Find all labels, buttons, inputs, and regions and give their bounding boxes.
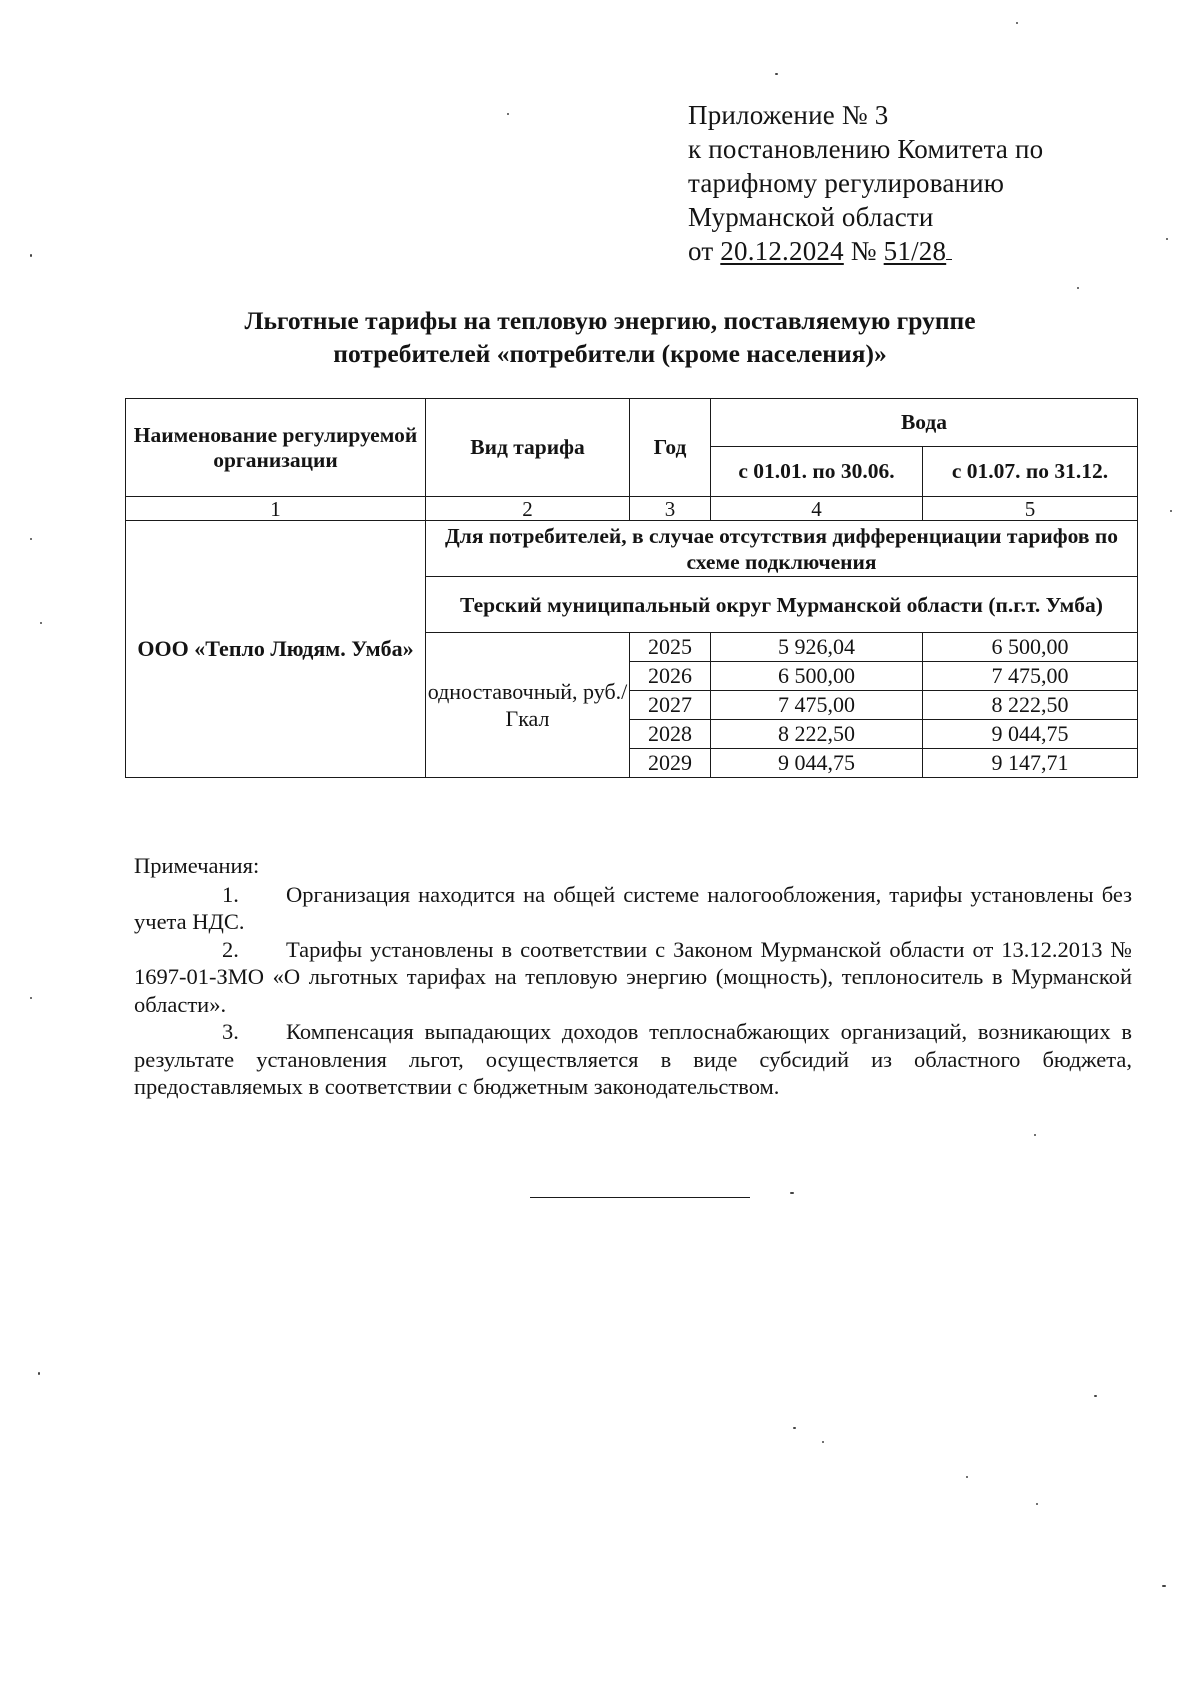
scan-speck [1034, 1134, 1036, 1136]
cell-period-1: 6 500,00 [711, 662, 923, 691]
note-item-2 [134, 936, 1132, 1019]
appendix-line-1: Приложение № 3 [688, 100, 889, 130]
document-title [150, 304, 1070, 370]
title-line-1: Льготные тарифы на тепловую энергию, поставляемую группе [244, 306, 976, 335]
appendix-line-2: к постановлению Комитета по [688, 134, 1044, 164]
scan-speck [30, 538, 32, 540]
notes-section [134, 852, 1132, 1101]
scan-speck [1036, 1503, 1038, 1505]
cell-year: 2029 [630, 749, 711, 778]
group-consumers: Для потребителей, в случае отсутствия дифференциации тарифов по схеме подключения [426, 521, 1138, 577]
cell-year: 2026 [630, 662, 711, 691]
underline-tail [946, 237, 952, 260]
tariff-kind: одноставочный, руб./Гкал [426, 633, 630, 778]
scan-speck [1077, 287, 1079, 289]
end-separator-line [530, 1197, 750, 1198]
scan-speck [793, 1427, 796, 1429]
cell-period-1: 8 222,50 [711, 720, 923, 749]
note-item-3 [134, 1018, 1132, 1101]
scan-speck [790, 1192, 794, 1194]
header-water: Вода [711, 399, 1138, 447]
title-line-2: потребителей «потребители (кроме населения)» [333, 339, 887, 368]
note-text: Организация находится на общей системе налогообложения, тарифы установлены без учета НДС. [134, 881, 1132, 934]
group-municipality: Терский муниципальный округ Мурманской области (п.г.т. Умба) [426, 577, 1138, 633]
scan-speck [1162, 1585, 1166, 1587]
note-number: 2. [222, 936, 239, 962]
cell-year: 2028 [630, 720, 711, 749]
cell-period-1: 7 475,00 [711, 691, 923, 720]
cell-period-1: 9 044,75 [711, 749, 923, 778]
cell-period-1: 5 926,04 [711, 633, 923, 662]
column-number: 1 [126, 497, 426, 521]
header-year: Год [630, 399, 711, 497]
note-text: Компенсация выпадающих доходов теплоснабжающих организаций, возникающих в результате установления льгот, осуществляется в виде субсидий из областного бюджета, предоставляемых в соответствии с бюджетным законодательством. [134, 1019, 1132, 1099]
cell-period-2: 7 475,00 [923, 662, 1138, 691]
appendix-from: от [688, 236, 714, 266]
cell-period-2: 6 500,00 [923, 633, 1138, 662]
scan-speck [966, 1476, 968, 1478]
cell-year: 2027 [630, 691, 711, 720]
appendix-line-5 [688, 234, 1043, 268]
resolution-date: 20.12.2024 [720, 236, 844, 266]
note-item-1 [134, 881, 1132, 936]
scan-speck [1166, 238, 1168, 240]
scan-speck [822, 1441, 824, 1443]
note-number: 1. [222, 881, 239, 907]
appendix-line-3: тарифному регулированию [688, 168, 1005, 198]
header-row [126, 399, 1138, 447]
scan-speck [1170, 510, 1172, 512]
scan-speck [30, 997, 32, 999]
column-number: 3 [630, 497, 711, 521]
resolution-number: 51/28 [883, 236, 947, 266]
organization-name: ООО «Тепло Людям. Умба» [126, 521, 426, 778]
scan-speck [775, 73, 778, 75]
cell-year: 2025 [630, 633, 711, 662]
cell-period-2: 9 044,75 [923, 720, 1138, 749]
scan-speck [1016, 22, 1018, 24]
scan-speck [507, 113, 509, 115]
note-number: 3. [222, 1019, 239, 1044]
column-number-row [126, 497, 1138, 521]
header-tariff-type: Вид тарифа [426, 399, 630, 497]
scan-speck [1094, 1395, 1097, 1397]
note-text: Тарифы установлены в соответствии с Законом Мурманской области от 13.12.2013 № 1697-01-ЗМО «О льготных тарифах на тепловую энергию (мощность), теплоноситель в Мурманской области». [134, 936, 1132, 1017]
header-period-2: с 01.07. по 31.12. [923, 447, 1138, 497]
header-period-1: с 01.01. по 30.06. [711, 447, 923, 497]
appendix-header [688, 98, 1043, 268]
notes-label: Примечания: [134, 853, 260, 878]
cell-period-2: 9 147,71 [923, 749, 1138, 778]
header-org: Наименование регулируемой организации [126, 399, 426, 497]
column-number: 4 [711, 497, 923, 521]
cell-period-2: 8 222,50 [923, 691, 1138, 720]
column-number: 2 [426, 497, 630, 521]
number-sign: № [850, 236, 877, 266]
tariff-table [125, 398, 1138, 778]
scan-speck [40, 622, 42, 624]
appendix-line-4: Мурманской области [688, 202, 934, 232]
scan-speck [38, 1372, 40, 1375]
scan-speck [30, 254, 32, 257]
group-row-1 [126, 521, 1138, 577]
column-number: 5 [923, 497, 1138, 521]
